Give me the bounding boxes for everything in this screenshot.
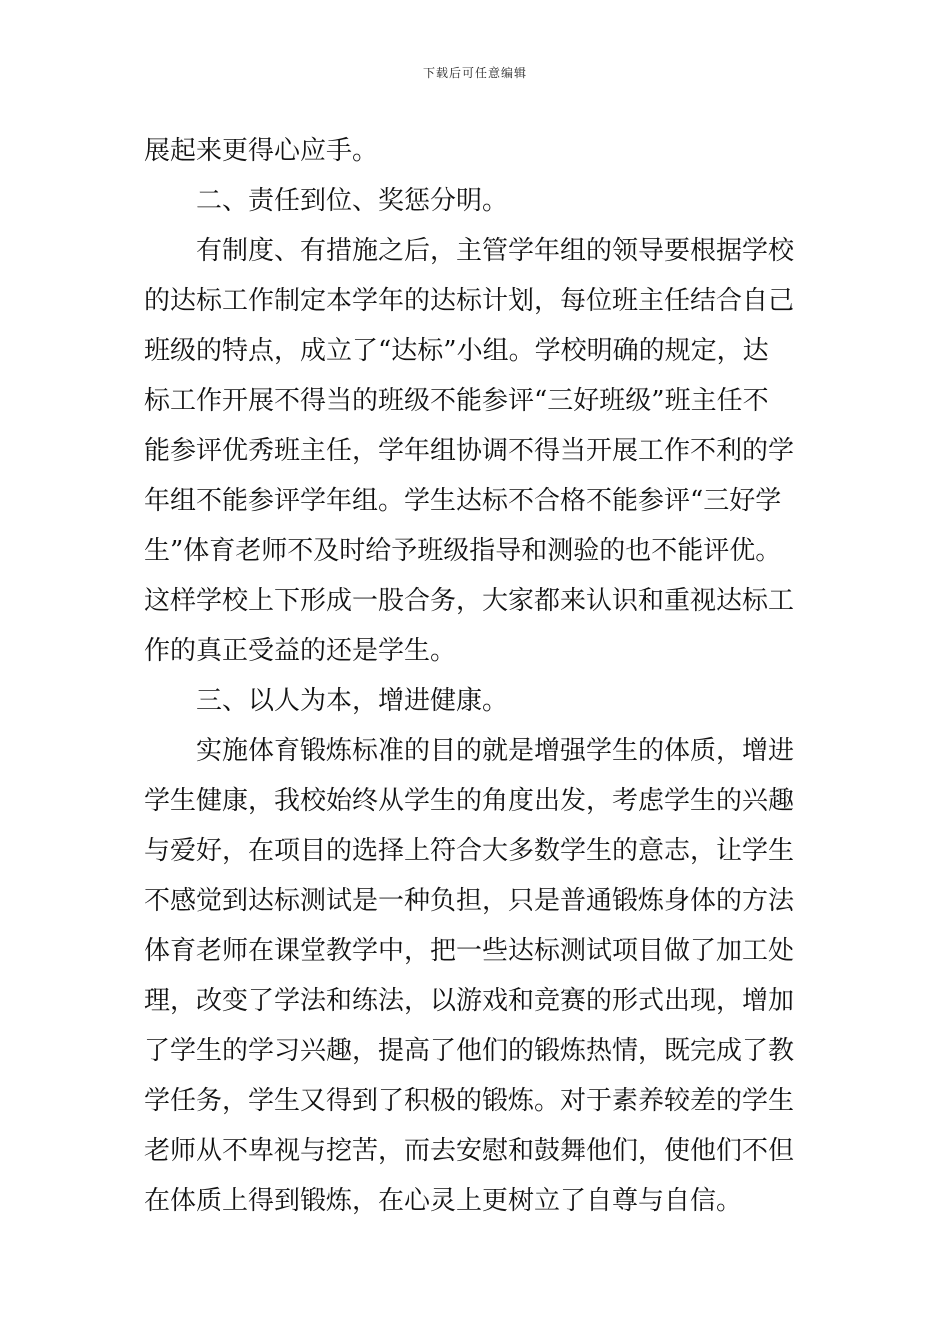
text-line: 老师从不卑视与挖苦，而去安慰和鼓舞他们，使他们不但	[144, 1136, 795, 1166]
text-line: 有制度、有措施之后，主管学年组的领导要根据学校	[196, 236, 795, 266]
text-line: 生”体育老师不及时给予班级指导和测验的也不能评优。	[144, 536, 782, 566]
section-heading: 三、以人为本，增进健康。	[196, 686, 509, 716]
text-line: 这样学校上下形成一股合务，大家都来认识和重视达标工	[144, 586, 795, 616]
text-line: 了学生的学习兴趣，提高了他们的锻炼热情，既完成了教	[144, 1036, 795, 1066]
text-line: 作的真正受益的还是学生。	[144, 636, 457, 666]
page-header-note: 下载后可任意编辑	[422, 66, 527, 80]
text-line: 标工作开展不得当的班级不能参评“三好班级”班主任不	[144, 386, 769, 416]
document-body	[144, 126, 808, 1226]
text-line: 与爱好，在项目的选择上符合大多数学生的意志，让学生	[144, 836, 795, 866]
text-line: 实施体育锻炼标准的目的就是增强学生的体质，增进	[196, 736, 795, 766]
text-line: 在体质上得到锻炼，在心灵上更树立了自尊与自信。	[144, 1186, 743, 1216]
text-line: 学任务，学生又得到了积极的锻炼。对于素养较差的学生	[144, 1086, 795, 1116]
text-line: 学生健康，我校始终从学生的角度出发，考虑学生的兴趣	[144, 786, 795, 816]
text-line: 能参评优秀班主任，学年组协调不得当开展工作不利的学	[144, 436, 795, 466]
text-line: 年组不能参评学年组。学生达标不合格不能参评“三好学	[144, 486, 782, 516]
text-line: 体育老师在课堂教学中，把一些达标测试项目做了加工处	[144, 936, 795, 966]
text-line: 理，改变了学法和练法，以游戏和竞赛的形式出现，增加	[144, 986, 795, 1016]
text-line: 班级的特点，成立了“达标”小组。学校明确的规定，达	[144, 336, 769, 366]
section-heading: 二、责任到位、奖惩分明。	[196, 186, 509, 216]
text-line: 不感觉到达标测试是一种负担，只是普通锻炼身体的方法	[144, 886, 795, 916]
text-line: 展起来更得心应手。	[144, 136, 379, 166]
text-line: 的达标工作制定本学年的达标计划，每位班主任结合自己	[144, 286, 795, 316]
